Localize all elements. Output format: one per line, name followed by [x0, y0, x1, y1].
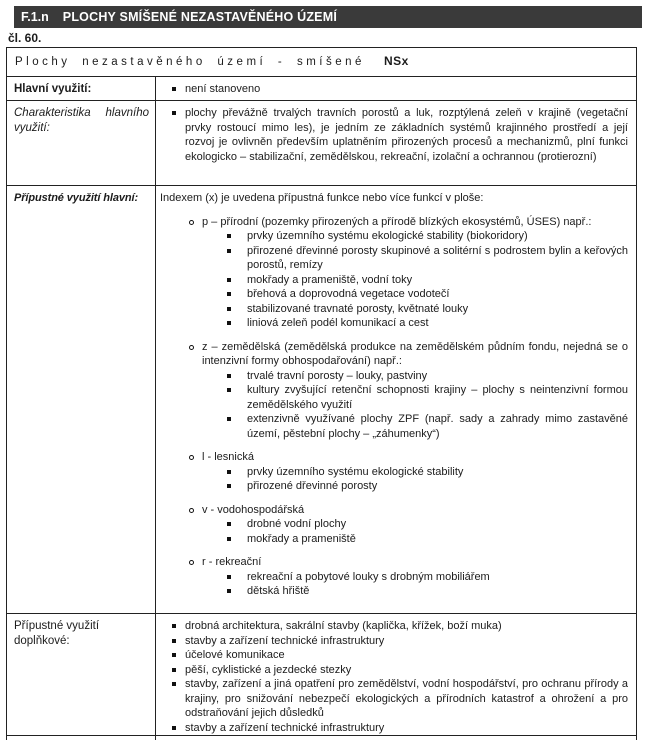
- list-item: [160, 721, 628, 736]
- square-bullet-icon: [172, 668, 176, 672]
- circle-bullet-icon: [189, 220, 194, 225]
- row-content: [156, 614, 636, 735]
- group-heading: [160, 340, 628, 369]
- bullet-list: [160, 106, 628, 164]
- group-heading: [160, 555, 628, 570]
- sub-bullet-list: [160, 369, 628, 442]
- sub-bullet-list: [160, 465, 628, 494]
- list-item: [160, 287, 628, 302]
- row-label-cell: [7, 736, 156, 740]
- function-group-z: [160, 340, 628, 442]
- list-item: [160, 316, 628, 331]
- list-item: [160, 383, 628, 412]
- list-item: [160, 532, 628, 547]
- section-code: F.1.n: [21, 10, 49, 24]
- list-item: [160, 412, 628, 441]
- square-bullet-icon: [227, 292, 231, 296]
- square-bullet-icon: [172, 111, 176, 115]
- bullet-list: [160, 82, 628, 97]
- square-bullet-icon: [227, 537, 231, 541]
- list-item: [160, 479, 628, 494]
- list-item-text: stabilizované travnaté porosty, květnaté louky: [247, 302, 469, 315]
- group-heading: [160, 450, 628, 465]
- circle-bullet-icon: [189, 508, 194, 513]
- list-item-text: kultury zvyšující retenční schopnosti krajiny – plochy s neintenzivní formou zemědělského využití: [247, 384, 628, 411]
- square-bullet-icon: [227, 589, 231, 593]
- list-item-text: drobná architektura, sakrální stavby (kaplička, křížek, boží muka): [185, 620, 502, 632]
- list-item: [160, 634, 628, 649]
- square-bullet-icon: [172, 653, 176, 657]
- square-bullet-icon: [172, 624, 176, 628]
- sub-bullet-list: [160, 570, 628, 599]
- row-label: Charakteristika hlavního využití:: [7, 101, 156, 185]
- row-label: Přípustné využití hlavní:: [14, 192, 139, 204]
- square-bullet-icon: [227, 307, 231, 311]
- list-item-text: stavby a zařízení technické infrastruktury: [185, 721, 385, 734]
- row-label: Přípustné využití doplňkové:: [7, 614, 156, 735]
- row-content: [156, 736, 636, 740]
- square-bullet-icon: [227, 374, 231, 378]
- list-item: [160, 302, 628, 317]
- table-row-permitted-supplementary: [7, 614, 636, 736]
- list-item: [160, 663, 628, 678]
- list-item-text: liniová zeleň podél komunikací a cest: [247, 317, 429, 329]
- function-group-l: [160, 450, 628, 494]
- square-bullet-icon: [227, 388, 231, 392]
- list-item-text: dětská hřiště: [247, 585, 310, 597]
- list-item-text: mokřady a prameniště: [247, 532, 356, 545]
- list-item: [160, 584, 628, 599]
- group-heading-text: p – přírodní (pozemky přirozených a přírodě blízkých ekosystémů, ÚSES) např.:: [202, 215, 592, 228]
- function-group-p: [160, 215, 628, 331]
- zoning-table: [6, 47, 637, 740]
- square-bullet-icon: [172, 682, 176, 686]
- square-bullet-icon: [227, 278, 231, 282]
- list-item-text: stavby, zařízení a jiná opatření pro zemědělství, vodní hospodářství, pro ochranu přírody a krajiny, pro snižování nebezpečí ekologických a přírodních katastrof a ohrožení a pro odstraňování jejich důsledků: [185, 678, 628, 719]
- square-bullet-icon: [227, 234, 231, 238]
- row-content: [156, 186, 636, 613]
- list-item-text: přirozené dřevinné porosty skupinové a solitérní s podrostem bylin a keřových porostů, remízy: [247, 244, 628, 271]
- square-bullet-icon: [227, 575, 231, 579]
- list-item: [160, 244, 628, 273]
- table-row-truncated: [7, 736, 636, 740]
- list-item: [160, 517, 628, 532]
- list-item-text: drobné vodní plochy: [247, 518, 347, 530]
- table-row-characteristics: [7, 101, 636, 186]
- list-item: [160, 273, 628, 288]
- list-item-text: stavby a zařízení technické infrastruktury: [185, 634, 385, 647]
- square-bullet-icon: [172, 639, 176, 643]
- group-heading-text: r - rekreační: [202, 556, 262, 568]
- row-content: [156, 101, 636, 185]
- row-content: [156, 77, 636, 100]
- section-header-bar: [14, 6, 642, 28]
- circle-bullet-icon: [189, 560, 194, 565]
- square-bullet-icon: [227, 484, 231, 488]
- list-item-text: trvalé travní porosty – louky, pastviny: [247, 369, 428, 382]
- row-label: Hlavní využití:: [7, 77, 156, 100]
- list-item-text: přirozené dřevinné porosty: [247, 480, 378, 492]
- list-item-text: účelové komunikace: [185, 649, 285, 661]
- list-item: [160, 619, 628, 634]
- index-intro-text: Indexem (x) je uvedena přípustná funkce nebo více funkcí v ploše:: [160, 192, 484, 204]
- sub-bullet-list: [160, 517, 628, 546]
- row-label-cell: [7, 186, 156, 613]
- article-number: čl. 60.: [8, 31, 42, 45]
- list-item-text: mokřady a prameniště, vodní toky: [247, 273, 413, 286]
- group-heading-text: z – zemědělská (zemědělská produkce na zemědělském půdním fondu, nejedná se o intenzivní formy obhospodařování) např.:: [202, 340, 628, 367]
- function-group-r: [160, 555, 628, 599]
- list-item-text: prvky územního systému ekologické stability: [247, 465, 464, 478]
- list-item-text: plochy převážně trvalých travních porostů a luk, rozptýlená zeleň v krajině (vegetační prvky rostoucí mimo les), je jedním ze základních systémů krajinného prostředí a její rozvoj je ovlivněn především uplatněním přirozených procesů a mechanizmů, plní funkci ekologicko – stabilizační, zemědělskou, rekreační, izolační a ochrannou (protierozní): [185, 107, 628, 163]
- list-item: [160, 229, 628, 244]
- list-item-text: extenzivně využívané plochy ZPF (např. sady a zahrady mimo zastavěné území, pěstební plochy – „záhumenky“): [247, 413, 628, 440]
- title-cell: [7, 48, 636, 76]
- section-title: PLOCHY SMÍŠENÉ NEZASTAVĚNÉHO ÚZEMÍ: [62, 10, 337, 24]
- group-heading-text: l - lesnická: [202, 451, 254, 463]
- list-item: [160, 677, 628, 721]
- list-item: [160, 82, 628, 97]
- list-item: [160, 465, 628, 480]
- function-group-v: [160, 503, 628, 547]
- zone-code: NSx: [384, 54, 409, 68]
- table-row-title: [7, 48, 636, 77]
- list-item-text: břehová a doprovodná vegetace vodotečí: [247, 288, 450, 300]
- list-item: [160, 570, 628, 585]
- group-heading: [160, 215, 628, 230]
- list-item-text: pěší, cyklistické a jezdecké stezky: [185, 663, 352, 676]
- square-bullet-icon: [227, 522, 231, 526]
- square-bullet-icon: [227, 249, 231, 253]
- zone-type-label: Plochy nezastavěného území - smíšené: [15, 56, 365, 68]
- square-bullet-icon: [227, 321, 231, 325]
- list-item: [160, 648, 628, 663]
- table-row-main-use: [7, 77, 636, 101]
- list-item-text: rekreační a pobytové louky s drobným mobiliářem: [247, 570, 490, 583]
- circle-bullet-icon: [189, 455, 194, 460]
- square-bullet-icon: [172, 87, 176, 91]
- group-heading-text: v - vodohospodářská: [202, 503, 305, 516]
- sub-bullet-list: [160, 229, 628, 331]
- list-item-text: prvky územního systému ekologické stability (biokoridory): [247, 230, 528, 242]
- list-item-text: není stanoveno: [185, 83, 261, 95]
- group-heading: [160, 503, 628, 518]
- list-item: [160, 106, 628, 164]
- square-bullet-icon: [227, 417, 231, 421]
- bullet-list: [160, 619, 628, 735]
- table-row-permitted-main: [7, 186, 636, 614]
- circle-bullet-icon: [189, 345, 194, 350]
- square-bullet-icon: [227, 470, 231, 474]
- list-item: [160, 369, 628, 384]
- square-bullet-icon: [172, 726, 176, 730]
